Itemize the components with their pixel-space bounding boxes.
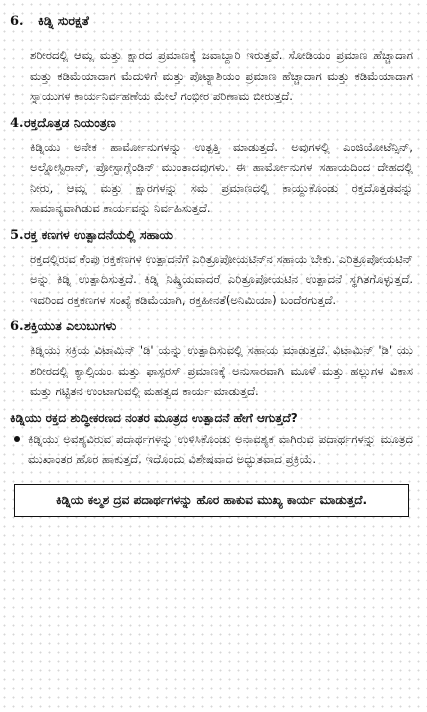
section-strong-bones <box>10 317 413 402</box>
section-number: 6. <box>10 319 24 334</box>
section-number: 6. <box>10 14 24 29</box>
section-number: 5. <box>10 227 24 243</box>
callout-box: ಕಿಡ್ನಿಯ ಕಲ್ಮಶ ದ್ರವ ಪದಾರ್ಥಗಳನ್ನು ಹೊರ ಹಾಕುವ ಮುಖ್ಯ ಕಾರ್ಯ ಮಾಡುತ್ತದೆ. <box>14 484 409 517</box>
section-paragraph: ರಕ್ತದಲ್ಲಿರುವ ಕೆಂಪು ರಕ್ತಕಣಗಳ ಉತ್ಪಾದನೆಗೆ ಎರಿತ್ರೂಪೋಯಟಿನ್‌ನ ಸಹಾಯ ಬೇಕು. ಎರಿತ್ರೂಪೋಯಟಿನ್ ಅನ್ನು ಕಿಡ್ನಿ ಉತ್ಪಾದಿಸುತ್ತದೆ. ಕಿಡ್ನಿ ನಿಷ್ಕ್ರಿಯವಾದರೆ ಎರಿತ್ರೂಪೋಯಟಿನ ಉತ್ಪಾದನೆ ಸ್ಥಗಿತಗೊಳ್ಳುತ್ತದೆ. ಇದರಿಂದ ರಕ್ತಕಣಗಳ ಸಂಖ್ಯೆ ಕಡಿಮೆಯಾಗಿ, ರಕ್ತಹೀನತೆ(ಅನಿಮಿಯಾ) ಬಂದೆರಗುತ್ತದೆ. <box>30 251 413 307</box>
bullet-item <box>10 429 413 470</box>
section-title: ಶಕ್ತಿಯುತ ಎಲುಬುಗಳು <box>24 318 117 333</box>
section-paragraph: ಕಿಡ್ನಿಯು ಅನೇಕ ಹಾರ್ಮೋನುಗಳನ್ನು ಉತ್ಪತ್ತಿ ಮಾಡುತ್ತದೆ. ಅವುಗಳಲ್ಲಿ ಎಂಜಿಯೋಟೆನ್ಸಿನ್, ಅಲ್ಡೋಸ್ಟಿರಾನ್, ಪ್ರೋಸ್ಟಾಗ್ಲೆಂಡಿನ್ ಮುಂತಾದವುಗಳು. ಈ ಹಾರ್ಮೋನುಗಳ ಸಹಾಯದಿಂದ ದೇಹದಲ್ಲಿ ನೀರು, ಆಮ್ಲ ಮತ್ತು ಕ್ಷಾರಗಳನ್ನು ಸಮ ಪ್ರಮಾಣದಲ್ಲಿ ಕಾಯ್ದುಕೊಂಡು ರಕ್ತದೊತ್ತಡವನ್ನು ಸಾಮಾನ್ಯವಾಗಿಡುವ ಕಾರ್ಯವನ್ನು ನಿರ್ವಹಿಸುತ್ತದೆ. <box>30 139 413 215</box>
section-heading <box>10 12 413 31</box>
bullet-icon <box>14 436 20 442</box>
section-title: ಕಿಡ್ನಿ ಸುರಕ್ಷತೆ <box>38 13 89 28</box>
section-heading <box>10 317 413 336</box>
section-heading <box>10 114 413 133</box>
section-kidney-safety <box>10 12 413 107</box>
section-number: 4. <box>10 115 24 131</box>
question-heading: ಕಿಡ್ನಿಯು ರಕ್ತದ ಶುದ್ಧೀಕರಣದ ನಂತರ ಮೂತ್ರದ ಉತ್ಪಾದನೆ ಹೇಗೆ ಆಗುತ್ತದೆ? <box>10 410 298 425</box>
section-blood-cells <box>10 226 413 311</box>
section-title: ರಕ್ತ ಕಣಗಳ ಉತ್ಪಾದನೆಯಲ್ಲಿ ಸಹಾಯ <box>24 226 174 242</box>
section-blood-pressure <box>10 114 413 219</box>
section-title: ರಕ್ತದೊತ್ತಡ ನಿಯಂತ್ರಣ <box>24 114 116 130</box>
section-paragraph: ಕಿಡ್ನಿಯು ಸಕ್ರಿಯ ವಿಟಾಮಿನ್ 'ಡಿ' ಯನ್ನು ಉತ್ಪಾದಿಸುವಲ್ಲಿ ಸಹಾಯ ಮಾಡುತ್ತದೆ. ವಿಟಾಮಿನ್ 'ಡಿ' ಯು ಶರೀರದಲ್ಲಿ ಕ್ಯಾಲ್ಸಿಯಂ ಮತ್ತು ಫಾಸ್ಪರಸ್ ಪ್ರಮಾಣಕ್ಕೆ ಅನುಸಾರವಾಗಿ ಮೂಳೆ ಮತ್ತು ಹಲ್ಲುಗಳ ವಿಕಾಸ ಮತ್ತು ಗಟ್ಟಿತನ ಉಂಟಾಗುವಲ್ಲಿ ಮಹತ್ವದ ಕಾರ್ಯ ಮಾಡುತ್ತದೆ. <box>30 343 413 398</box>
bullet-text: ಕಿಡ್ನಿಯು ಅವಶ್ಯವಿರುವ ಪದಾರ್ಥಗಳನ್ನು ಉಳಿಸಿಕೊಂಡು ಅನಾವಶ್ಯಕ ವಾಗಿರುವ ಪದಾರ್ಥಗಳನ್ನು ಮೂತ್ರದ ಮುಖಾಂತರ ಹೊರ ಹಾಕುತ್ತದೆ. ಇದೊಂದು ವಿಶೇಷವಾದ ಅದ್ಭುತವಾದ ಪ್ರಕ್ರಿಯೆ. <box>28 431 413 466</box>
section-heading <box>10 226 413 245</box>
section-paragraph: ಶರೀರದಲ್ಲಿ ಆಮ್ಲ ಮತ್ತು ಕ್ಷಾರದ ಪ್ರಮಾಣಕ್ಕೆ ಜವಾಬ್ದಾರಿ ಇರುತ್ತವೆ. ಸೋಡಿಯಂ ಪ್ರಮಾಣ ಹೆಚ್ಚಾದಾಗ ಮತ್ತು ಕಡಿಮೆಯಾದಾಗ ಮೆದುಳಿಗೆ ಮತ್ತು ಪೊಟ್ಯಾಶಿಯಂ ಪ್ರಮಾಣ ಹೆಚ್ಚಾದಾಗ ಮತ್ತು ಕಡಿಮೆಯಾದಾಗ ಸ್ನಾಯುಗಳ ಕಾರ್ಯನಿರ್ವಹಣೆಯ ಮೇಲೆ ಗಂಭೀರ ಪರಿಣಾಮ ಬೀರುತ್ತದೆ. <box>30 48 413 103</box>
